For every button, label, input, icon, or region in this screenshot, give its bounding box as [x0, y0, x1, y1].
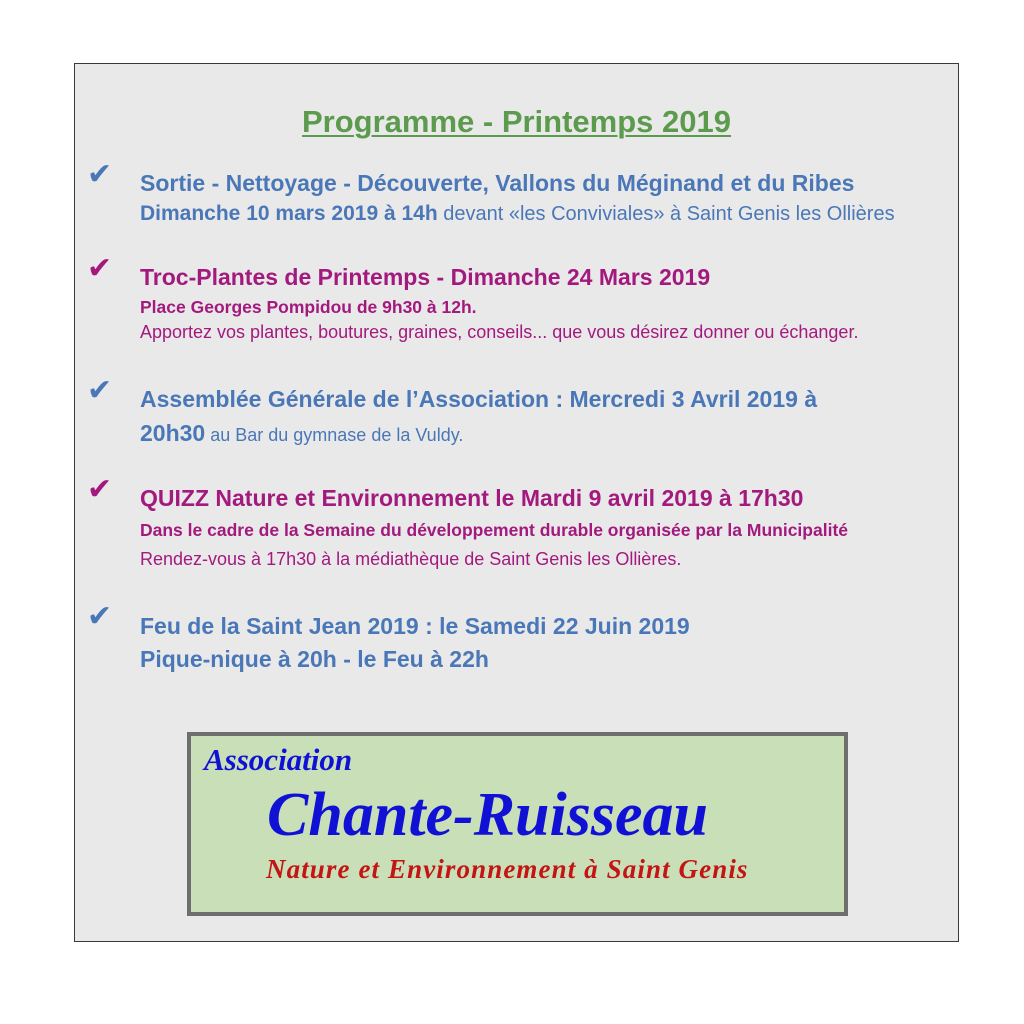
event-heading: Assemblée Générale de l’Association : Mercredi 3 Avril 2019 à: [140, 386, 818, 412]
logo-tagline: Nature et Environnement à Saint Genis: [266, 854, 749, 884]
event-date-line: [140, 199, 952, 229]
event-time: 20h30: [140, 420, 206, 446]
event-time-line: [140, 415, 952, 453]
checkmark-icon: ✔: [87, 157, 113, 192]
event-location: au Bar du gymnase de la Vuldy.: [205, 425, 464, 445]
event-item-cleanup: [87, 157, 952, 229]
page-title: Programme - Printemps 2019: [301, 104, 731, 139]
checkmark-icon: ✔: [87, 373, 113, 408]
event-schedule: Pique-nique à 20h - le Feu à 22h: [140, 646, 489, 672]
event-note: Rendez-vous à 17h30 à la médiathèque de Saint Genis les Ollières.: [140, 549, 682, 569]
checkmark-icon: ✔: [87, 599, 113, 634]
association-logo: [187, 732, 848, 916]
event-heading: Feu de la Saint Jean 2019 : le Samedi 22 Juin 2019: [140, 613, 690, 639]
event-item-quiz: [87, 472, 952, 573]
event-context: Dans le cadre de la Semaine du développement durable organisée par la Municipalité: [140, 520, 848, 540]
event-heading: QUIZZ Nature et Environnement le Mardi 9 avril 2019 à 17h30: [140, 485, 804, 511]
event-date: Dimanche 10 mars 2019 à 14h: [140, 202, 438, 225]
event-place: Place Georges Pompidou de 9h30 à 12h.: [140, 297, 477, 317]
event-heading: Troc-Plantes de Printemps - Dimanche 24 Mars 2019: [140, 264, 711, 290]
logo-association-label: Association: [204, 742, 353, 777]
checkmark-icon: ✔: [87, 472, 113, 507]
event-heading: Sortie - Nettoyage - Découverte, Vallons du Méginand et du Ribes: [140, 170, 855, 196]
event-location: devant «les Conviviales» à Saint Genis les Ollières: [437, 203, 895, 225]
logo-association-name: Chante-Ruisseau: [267, 781, 709, 849]
event-note: Apportez vos plantes, boutures, graines, conseils... que vous désirez donner ou échanger.: [140, 322, 859, 342]
event-item-general-assembly: [87, 373, 952, 453]
event-item-plant-swap: [87, 251, 952, 346]
event-item-saint-jean: [87, 599, 952, 676]
checkmark-icon: ✔: [87, 251, 113, 286]
